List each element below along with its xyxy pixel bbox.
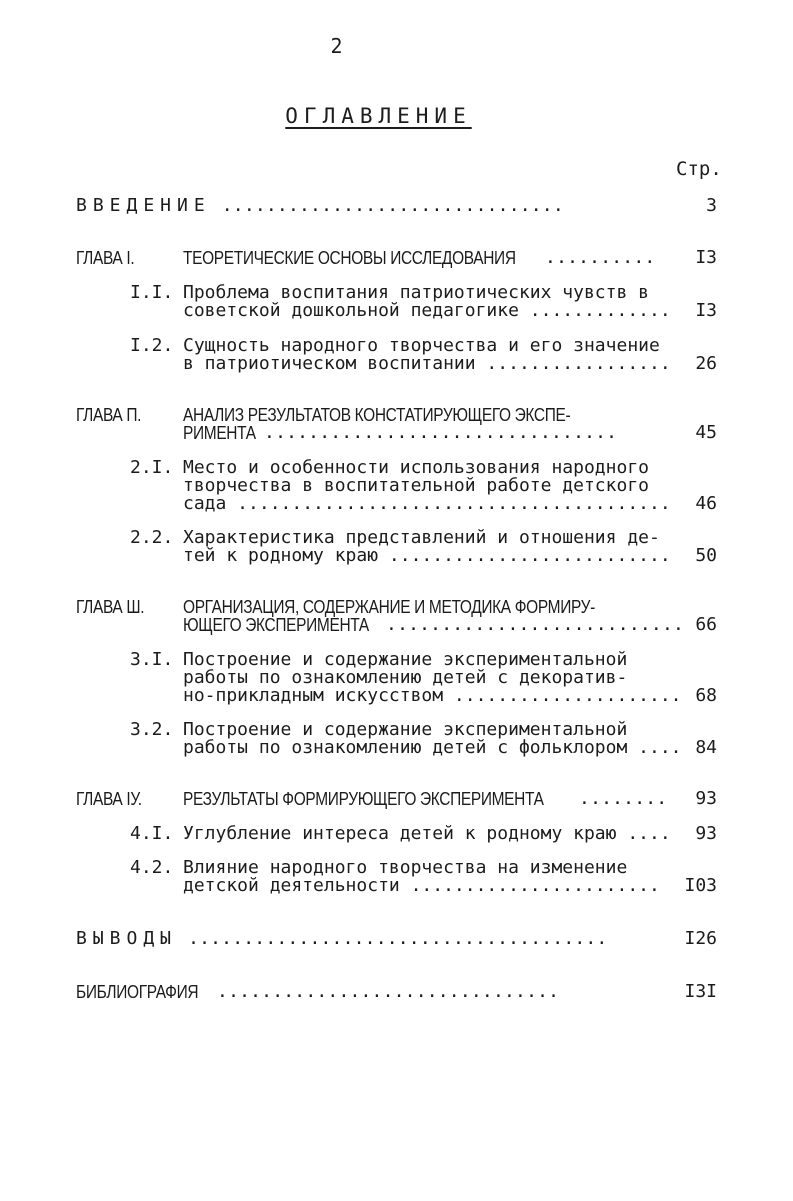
section-3-1-line1: Построение и содержание экспериментальной — [183, 649, 628, 670]
toc-entry-conclusions — [76, 929, 607, 949]
chapter-2-dots: ................................ — [253, 422, 618, 443]
section-3-1-line2: работы по ознакомлению детей с декоратив- — [183, 667, 628, 688]
chapter-3-label: ГЛАВА Ш. — [76, 597, 145, 617]
chapter-1-title-text: ТЕОРЕТИЧЕСКИЕ ОСНОВЫ ИССЛЕДОВАНИЯ — [183, 248, 516, 268]
section-3-2-line2: работы по ознакомлению детей с фольклором .... — [183, 737, 682, 758]
section-3-1-page: 68 — [695, 685, 717, 706]
bibliography-dots: ............................... — [206, 981, 560, 1002]
section-1-2-page: 26 — [695, 353, 717, 374]
document-title: ОГЛАВЛЕНИЕ — [285, 104, 472, 128]
bibliography-label: БИБЛИОГРАФИЯ — [76, 982, 199, 1002]
section-1-1-line2: советской дошкольной педагогике ............. — [183, 300, 671, 321]
chapter-4-label: ГЛАВА IУ. — [76, 789, 142, 809]
section-1-2-number: I.2. — [130, 335, 174, 356]
page-number: 2 — [330, 34, 343, 58]
chapter-4-title-text: РЕЗУЛЬТАТЫ ФОРМИРУЮЩЕГО ЭКСПЕРИМЕНТА — [183, 789, 544, 809]
chapter-4-title — [183, 789, 602, 810]
section-3-2-number: 3.2. — [130, 719, 174, 740]
chapter-3-title-text2: ЮЩЕГО ЭКСПЕРИМЕНТА — [183, 615, 369, 635]
toc-entry-intro — [76, 196, 564, 216]
section-2-1-number: 2.I. — [130, 457, 174, 478]
section-2-2-page: 50 — [695, 545, 717, 566]
section-1-1-number: I.I. — [130, 282, 174, 303]
section-3-2-line1: Построение и содержание экспериментальной — [183, 719, 628, 740]
section-3-2-page: 84 — [695, 737, 717, 758]
section-2-2-line2: тей к родному краю .......................... — [183, 545, 671, 566]
section-2-2-number: 2.2. — [130, 527, 174, 548]
section-4-1-number: 4.I. — [130, 823, 174, 844]
chapter-1-title — [183, 248, 570, 269]
section-1-2-line2: в патриотическом воспитании ................. — [183, 353, 671, 374]
chapter-3-title-line2 — [183, 615, 399, 636]
chapter-2-title-text2: РИМЕНТА — [183, 423, 256, 443]
bibliography-page: I3I — [684, 981, 717, 1002]
section-2-2-line1: Характеристика представлений и отношения де- — [183, 527, 660, 548]
conclusions-dots: ...................................... — [177, 928, 608, 949]
intro-dots: ............................... — [210, 195, 564, 216]
chapter-3-page: 66 — [695, 614, 717, 635]
section-3-1-line3: но-прикладным искусством ..................... — [183, 685, 682, 706]
chapter-2-title-text1: АНАЛИЗ РЕЗУЛЬТАТОВ КОНСТАТИРУЮЩЕГО ЭКСПЕ- — [183, 405, 571, 425]
page-column-label: Стр. — [676, 158, 722, 180]
chapter-4-dots: ........ — [568, 788, 668, 809]
chapter-3-dots: ........................... — [375, 614, 685, 635]
section-4-2-page: I03 — [684, 875, 717, 896]
chapter-1-dots: .......... — [534, 247, 656, 268]
section-2-1-line3: сада ........................................ — [183, 493, 671, 514]
chapter-4-page: 93 — [695, 788, 717, 809]
conclusions-label: ВЫВОДЫ — [76, 928, 178, 949]
section-4-2-line2: детской деятельности ....................... — [183, 875, 660, 896]
chapter-3-title-text1: ОРГАНИЗАЦИЯ, СОДЕРЖАНИЕ И МЕТОДИКА ФОРМИРУ- — [183, 597, 595, 617]
section-1-1-page: I3 — [695, 300, 717, 321]
section-3-1-number: 3.I. — [130, 649, 174, 670]
conclusions-page: I26 — [684, 928, 717, 949]
section-2-1-line2: творчества в воспитательной работе детского — [183, 475, 649, 496]
section-4-2-number: 4.2. — [130, 857, 174, 878]
chapter-1-label: ГЛАВА I. — [76, 248, 135, 268]
chapter-2-label: ГЛАВА П. — [76, 405, 142, 425]
section-4-1-line1: Углубление интереса детей к родному краю .... — [183, 823, 671, 844]
intro-label: ВВЕДЕНИЕ — [76, 195, 211, 216]
section-4-1-page: 93 — [695, 823, 717, 844]
chapter-1-page: I3 — [695, 247, 717, 268]
section-4-2-line1: Влияние народного творчества на изменение — [183, 857, 628, 878]
section-1-1-line1: Проблема воспитания патриотических чувств в — [183, 282, 649, 303]
section-2-1-page: 46 — [695, 493, 717, 514]
section-2-1-line1: Место и особенности использования народного — [183, 457, 649, 478]
chapter-2-page: 45 — [695, 422, 717, 443]
toc-entry-bibliography — [76, 982, 218, 1003]
section-1-2-line1: Сущность народного творчества и его значение — [183, 335, 660, 356]
intro-page: 3 — [706, 195, 717, 216]
